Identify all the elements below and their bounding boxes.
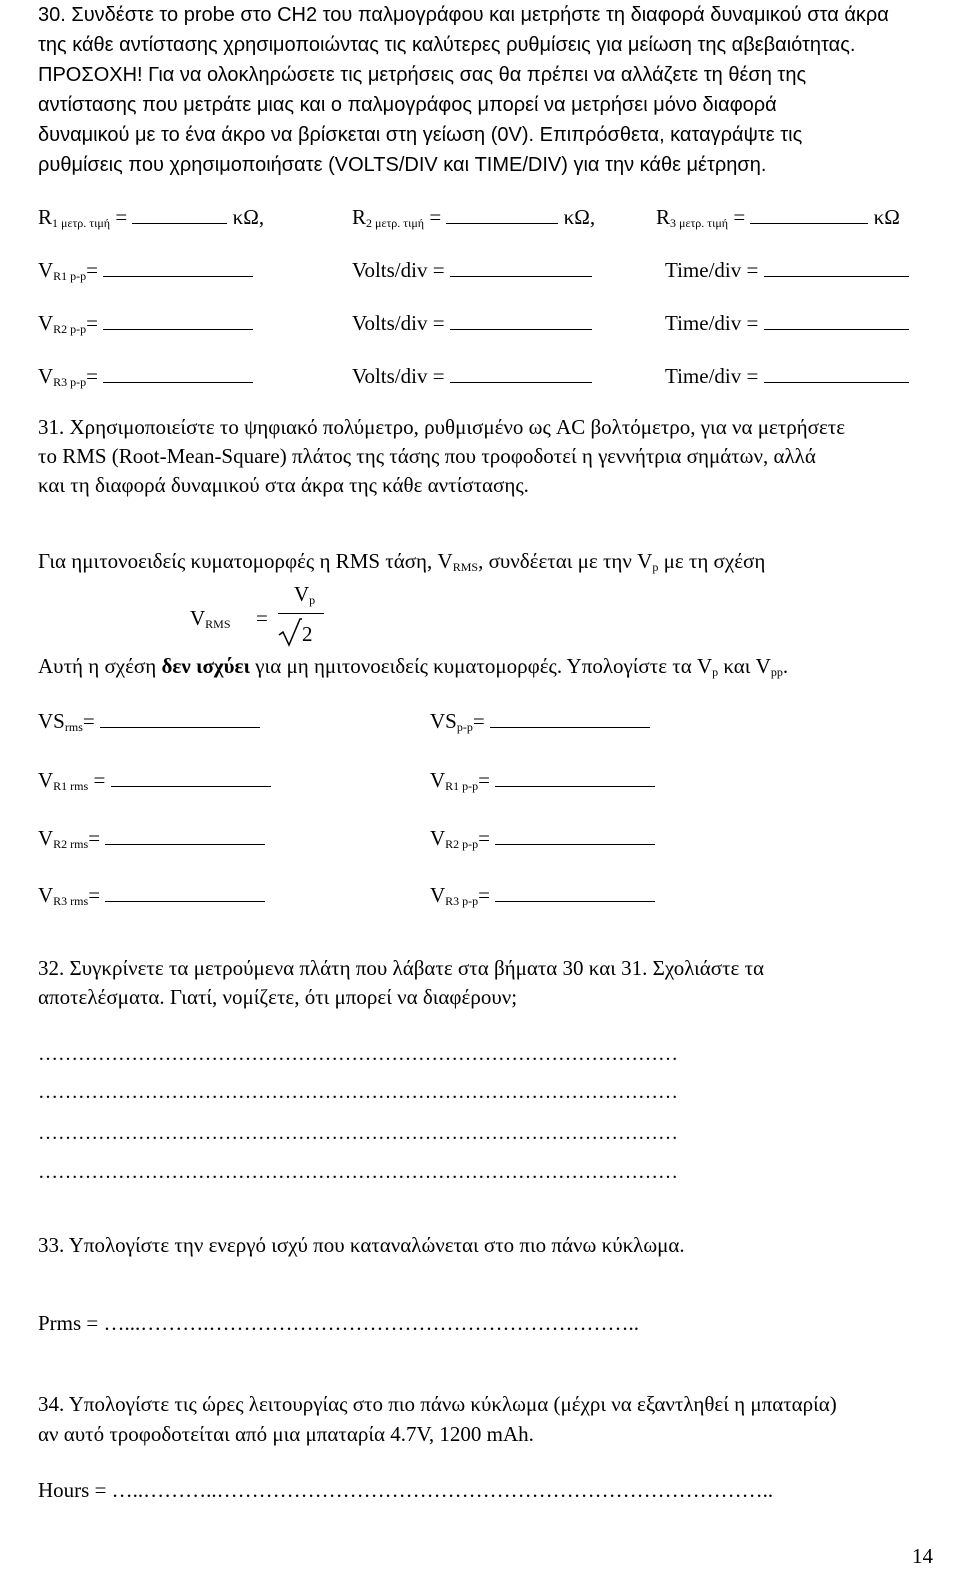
formula-equals: = [256, 606, 268, 630]
vr1-pp-field: $V_{R1 p-p}=$ [38, 257, 253, 289]
page-number: 14 [912, 1544, 933, 1568]
vr3-rms-field: $V_{R3 rms}=$ [38, 882, 265, 914]
q30-line-1: 30. Συνδέστε το probe στο CH2 του παλμογράφου και μετρήστε τη διαφορά δυναμικού στα άκρα [38, 4, 889, 26]
vr2-timediv-blank[interactable] [764, 311, 909, 330]
vr1-timediv-blank[interactable] [764, 258, 909, 277]
q31-line-3: και τη διαφορά δυναμικού στα άκρα της κάθε αντίστασης. [38, 473, 529, 497]
vr2-rms-blank[interactable] [105, 826, 265, 845]
vr2-voltsdiv-blank[interactable] [450, 311, 592, 330]
vr1-pp2-blank[interactable] [495, 768, 655, 787]
q32-line-2: αποτελέσματα. Γιατί, νομίζετε, ότι μπορεί να διαφέρουν; [38, 985, 518, 1009]
formula-numerator: $V_p$ [294, 582, 316, 607]
vr1-voltsdiv-field: Volts/div = [352, 257, 592, 283]
vr2-voltsdiv-field: Volts/div = [352, 310, 592, 336]
q31-line-1: 31. Χρησιμοποιείστε το ψηφιακό πολύμετρο, ρυθμισμένο ως AC βολτόμετρο, για να μετρήσετε [38, 415, 846, 439]
rms-formula [190, 580, 330, 650]
r3-blank[interactable] [750, 205, 868, 224]
vr3-pp2-field: $V_{R3 p-p}=$ [430, 882, 655, 914]
formula-note: Αυτή η σχέση δεν ισχύει για μη ημιτονοειδείς κυματομορφές. Υπολογίστε τα $V_p$ και $V_{pp}$. [38, 654, 789, 679]
vr3-pp2-blank[interactable] [495, 883, 655, 902]
vr3-pp-blank[interactable] [103, 364, 253, 383]
formula-lhs: $V_{RMS}$ [190, 606, 231, 631]
vr1-pp2-field: $V_{R1 p-p}=$ [430, 767, 655, 799]
vs-rms-field: $VS_{rms}=$ [38, 708, 260, 740]
q32-answer-line-1[interactable]: …………………………………………………………………………………… [38, 1043, 678, 1065]
vr2-pp-field: $V_{R2 p-p}=$ [38, 310, 253, 342]
vr3-timediv-field: Time/div = [665, 363, 909, 389]
q32-line-1: 32. Συγκρίνετε τα μετρούμενα πλάτη που λάβατε στα βήματα 30 και 31. Σχολιάστε τα [38, 956, 765, 980]
q34-line-1: 34. Υπολογίστε τις ώρες λειτουργίας στο πιο πάνω κύκλωμα (μέχρι να εξαντληθεί η μπαταρία) [38, 1392, 837, 1416]
r2-field: $R_{2 \mu\varepsilon\tau\rho. \tau\iota\mu ή} = \kappa\Omega$, [352, 205, 596, 230]
vr3-pp-field: $V_{R3 p-p}=$ [38, 363, 253, 395]
vr2-rms-field: $V_{R2 rms}=$ [38, 825, 265, 857]
vr1-rms-blank[interactable] [111, 768, 271, 787]
r2-blank[interactable] [446, 205, 558, 224]
vr3-rms-blank[interactable] [105, 883, 265, 902]
q33-text: 33. Υπολογίστε την ενεργό ισχύ που καταναλώνεται στο πιο πάνω κύκλωμα. [38, 1233, 685, 1257]
vr2-pp2-blank[interactable] [495, 826, 655, 845]
vr1-timediv-field: Time/div = [665, 257, 909, 283]
q30-line-5: δυναμικού με το ένα άκρο να βρίσκεται στη γείωση (0V). Επιπρόσθετα, καταγράψτε τις [38, 124, 803, 146]
hours-answer[interactable]: Hours = …..………..…………………………………………………………………….. [38, 1478, 774, 1502]
vs-rms-blank[interactable] [100, 709, 260, 728]
vr1-rms-field: $V_{R1 rms}$ = [38, 767, 271, 799]
vr2-pp-blank[interactable] [103, 311, 253, 330]
q34-line-2: αν αυτό τροφοδοτείται από μια μπαταρία 4.7V, 1200 mAh. [38, 1422, 534, 1446]
formula-denominator: 2 [302, 622, 313, 646]
fraction-bar [278, 613, 324, 614]
q31-line-2: το RMS (Root-Mean-Square) πλάτος της τάσης που τροφοδοτεί η γεννήτρια σημάτων, αλλά [38, 444, 816, 468]
r1-blank[interactable] [132, 205, 227, 224]
vs-pp-blank[interactable] [490, 709, 650, 728]
q32-answer-line-3[interactable]: …………………………………………………………………………………… [38, 1122, 678, 1144]
prms-answer[interactable]: Prms = …...……….…………………………………………………….. [38, 1311, 640, 1335]
sine-relation-text: Για ημιτονοειδείς κυματομορφές η RMS τάση, $V_{RMS}$, συνδέεται με την $V_p$ με τη σχέση [38, 549, 766, 574]
q30-line-6: ρυθμίσεις που χρησιμοποιήσατε (VOLTS/DIV και TIME/DIV) για την κάθε μέτρηση. [38, 154, 767, 176]
vr2-pp2-field: $V_{R2 p-p}=$ [430, 825, 655, 857]
q32-answer-line-2[interactable]: …………………………………………………………………………………… [38, 1081, 678, 1103]
vr3-voltsdiv-blank[interactable] [450, 364, 592, 383]
vr1-voltsdiv-blank[interactable] [450, 258, 592, 277]
vs-pp-field: $VS_{p-p}=$ [430, 708, 650, 740]
vr1-pp-blank[interactable] [103, 258, 253, 277]
vr2-timediv-field: Time/div = [665, 310, 909, 336]
r1-field: $R_{1 \mu\varepsilon\tau\rho. \tau\iota\mu ή} = \kappa\Omega$, [38, 205, 265, 230]
q32-answer-line-4[interactable]: …………………………………………………………………………………… [38, 1161, 678, 1183]
q30-line-3: ΠΡΟΣΟΧΗ! Για να ολοκληρώσετε τις μετρήσεις σας θα πρέπει να αλλάζετε τη θέση της [38, 64, 807, 86]
q30-line-4: αντίστασης που μετράτε μιας και ο παλμογράφος μπορεί να μετρήσει μόνο διαφορά [38, 94, 777, 116]
q30-line-2: της κάθε αντίστασης χρησιμοποιώντας τις καλύτερες ρυθμίσεις για μείωση της αβεβαιότητας. [38, 34, 856, 56]
vr3-timediv-blank[interactable] [764, 364, 909, 383]
vr3-voltsdiv-field: Volts/div = [352, 363, 592, 389]
sqrt-icon [278, 617, 302, 647]
r3-field: $R_{3 \mu\varepsilon\tau\rho. \tau\iota\mu ή} = \kappa\Omega$ [656, 205, 900, 230]
